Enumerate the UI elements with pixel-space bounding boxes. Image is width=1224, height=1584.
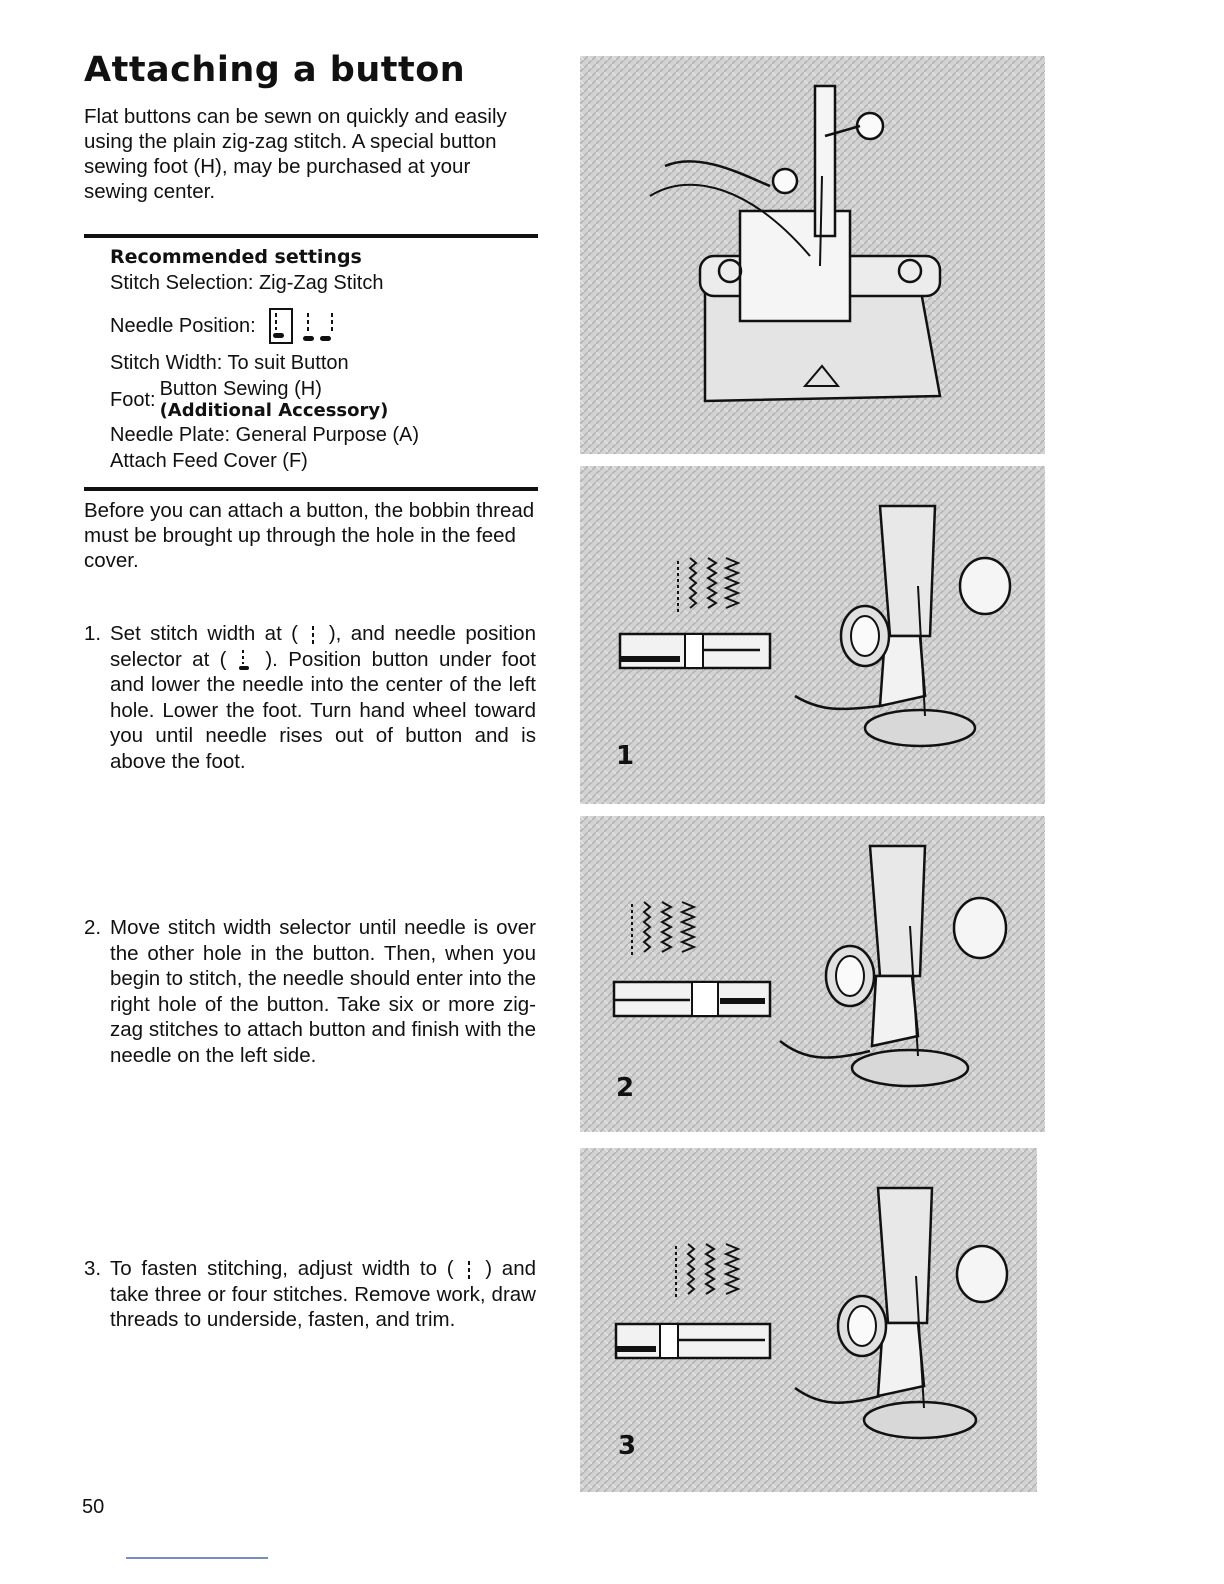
needle-position-symbol-icon bbox=[237, 648, 255, 672]
feed-cover: Attach Feed Cover (F) bbox=[110, 450, 308, 472]
step-1-text-b: ), and needle position selector at ( bbox=[110, 622, 536, 671]
settings-heading: Recommended settings bbox=[110, 246, 362, 268]
button-icon bbox=[865, 710, 975, 746]
foot-label: Foot: bbox=[110, 389, 156, 411]
figure-machine-foot bbox=[580, 56, 1045, 454]
needle-plate: Needle Plate: General Purpose (A) bbox=[110, 424, 420, 446]
foot-note: (Additional Accessory) bbox=[159, 400, 389, 421]
stitch-selection: Stitch Selection: Zig-Zag Stitch bbox=[110, 272, 384, 294]
button-icon bbox=[864, 1402, 976, 1438]
foot-row bbox=[110, 378, 540, 422]
figure-step-2 bbox=[580, 816, 1045, 1132]
figure-label: 1 bbox=[616, 741, 635, 771]
screw-knob-icon bbox=[857, 113, 883, 139]
figure-step-1 bbox=[580, 466, 1045, 804]
stitch-width: Stitch Width: To suit Button bbox=[110, 352, 349, 374]
figure-label: 3 bbox=[618, 1431, 637, 1461]
recommended-settings bbox=[110, 244, 540, 474]
step-number: 2. bbox=[84, 916, 102, 939]
width-symbol-icon bbox=[307, 624, 319, 646]
step-1-text-a: Set stitch width at ( bbox=[110, 622, 299, 645]
page-title: Attaching a button bbox=[84, 50, 466, 90]
width-scale-icon bbox=[614, 982, 770, 1016]
step-3-text-a: To fasten stitching, adjust width to ( bbox=[110, 1257, 454, 1280]
button-icon bbox=[852, 1050, 968, 1086]
step-2 bbox=[84, 915, 536, 1068]
figure-step-3 bbox=[580, 1148, 1037, 1492]
bottom-divider bbox=[126, 1557, 268, 1559]
settings-bottom-rule bbox=[84, 487, 538, 491]
step-3-text-b: ) and take three or four stitches. Remove work, draw threads to underside, fasten, and trim. bbox=[110, 1257, 537, 1331]
step-3 bbox=[84, 1256, 536, 1333]
width-scale-icon bbox=[620, 634, 770, 668]
needle-position-row bbox=[110, 308, 540, 344]
width-scale-icon bbox=[616, 1324, 770, 1358]
before-paragraph: Before you can attach a button, the bobbin thread must be brought up through the hole in the feed cover. bbox=[84, 499, 535, 572]
foot-shank bbox=[870, 846, 925, 976]
screw-knob-icon bbox=[957, 1246, 1007, 1302]
figure-label: 2 bbox=[616, 1073, 635, 1103]
needle-position-label: Needle Position: bbox=[110, 315, 256, 337]
step-number: 3. bbox=[84, 1257, 102, 1280]
width-symbol-icon bbox=[463, 1259, 475, 1281]
page-number: 50 bbox=[82, 1496, 105, 1518]
intro-paragraph: Flat buttons can be sewn on quickly and easily using the plain zig-zag stitch. A special button sewing foot (H), may be purchased at your sewing center. bbox=[84, 105, 507, 203]
screw-knob-icon bbox=[954, 898, 1006, 958]
settings-top-rule bbox=[84, 234, 538, 238]
foot-shank bbox=[878, 1188, 932, 1323]
step-1-text-c: ). Position button under foot and lower the needle into the center of the left hole. Lower the foot. Turn hand wheel toward you until needle rises out of button and is above the foot. bbox=[110, 647, 536, 773]
step-2-text: Move stitch width selector until needle is over the other hole in the button. Then, when you begin to stitch, the needle should enter into the right hole of the button. Take six or more zig-zag stitches to attach button and finish with the needle on the left side. bbox=[110, 916, 536, 1067]
needle-position-icon bbox=[268, 308, 364, 344]
foot-shank bbox=[880, 506, 935, 636]
screw-knob-icon bbox=[960, 558, 1010, 614]
foot-value: Button Sewing (H) bbox=[159, 378, 322, 400]
step-1 bbox=[84, 621, 536, 774]
step-number: 1. bbox=[84, 622, 102, 645]
